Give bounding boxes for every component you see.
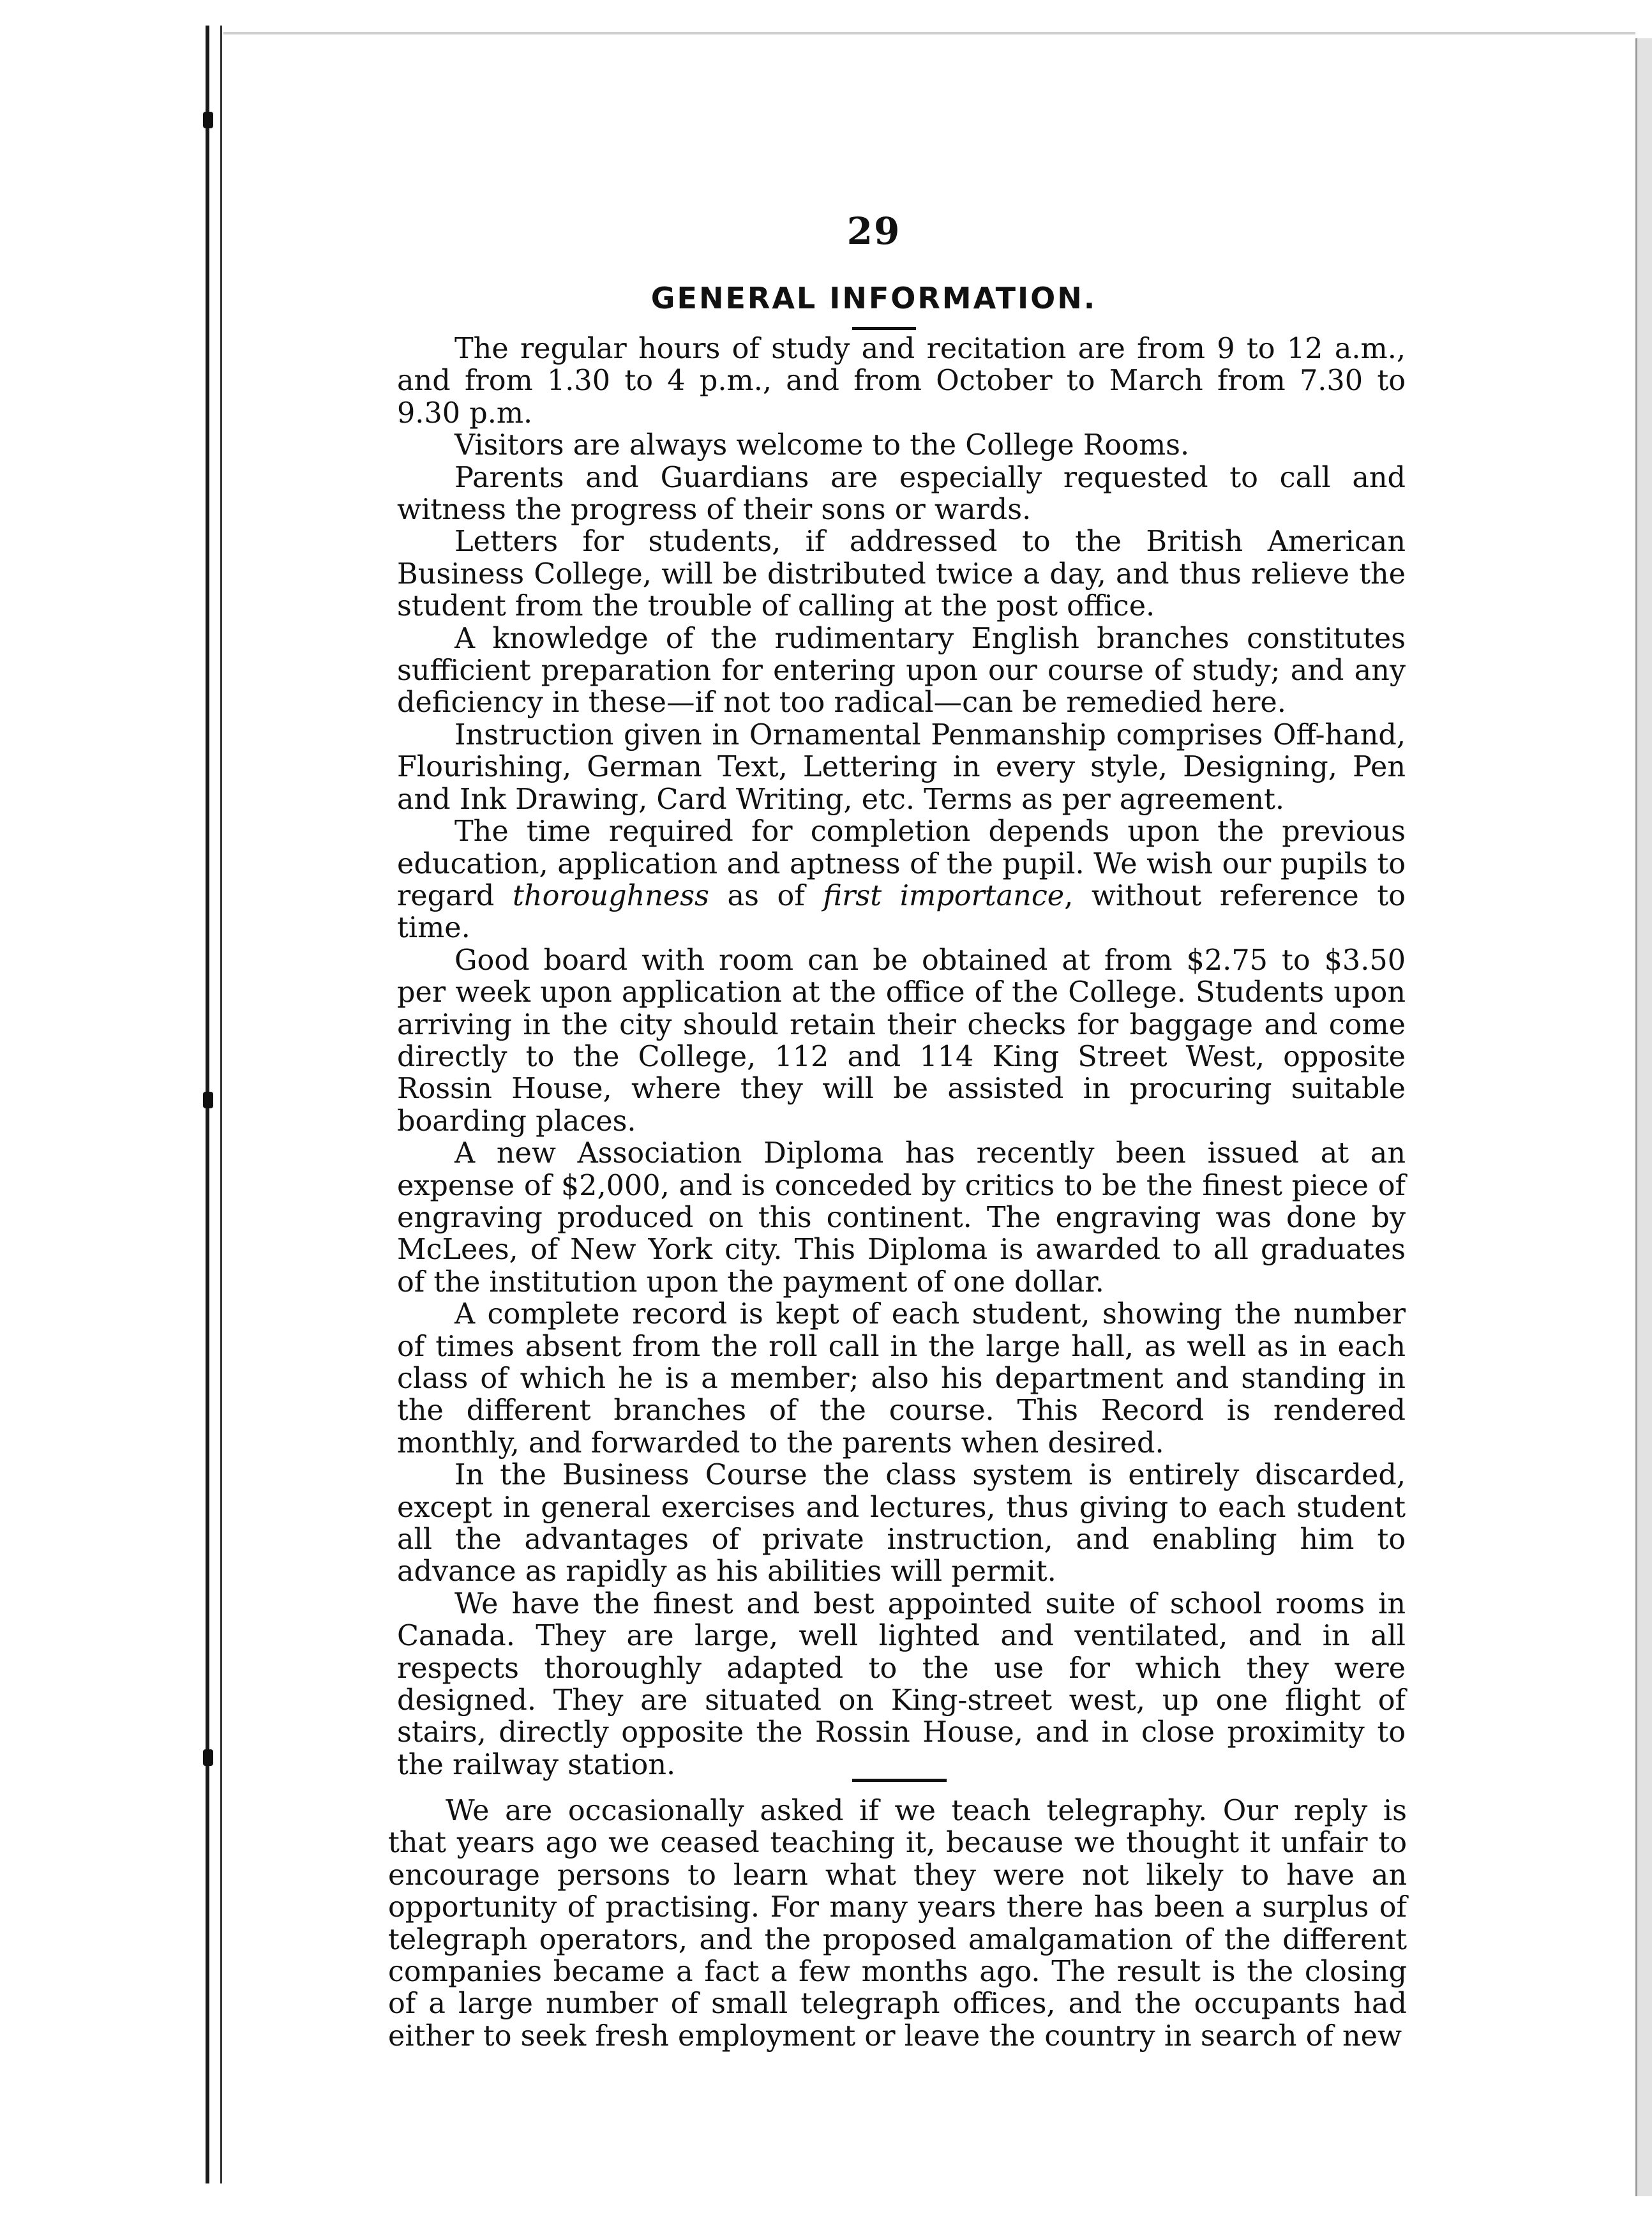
paragraph-penmanship: Instruction given in Ornamental Penmanship comprises Off-hand, Flourishing, German Text, Lettering in every style, Designing, Pen and Ink Drawing, Card Writing, etc. Terms as per agreement. bbox=[397, 718, 1406, 816]
paragraph-parents: Parents and Guardians are especially requested to call and witness the progress of their sons or wards. bbox=[397, 461, 1406, 527]
page-title: GENERAL INFORMATION. bbox=[650, 281, 1097, 315]
paragraph-business-course: In the Business Course the class system is entirely discarded, except in general exercises and lectures, thus giving to each student all the advantages of private instruction, and enabling him to advance as rapidly as his abilities will permit. bbox=[397, 1459, 1406, 1588]
page-top-edge bbox=[223, 32, 1635, 34]
section-rule bbox=[852, 1779, 947, 1782]
paragraph-knowledge: A knowledge of the rudimentary English branches constitutes sufficient preparation for entering upon our course of study; and any deficiency in these—if not too radical—can be remedied here. bbox=[397, 622, 1406, 720]
telegraphy-text bbox=[388, 1795, 1407, 2053]
paragraph-visitors: Visitors are always welcome to the College Rooms. bbox=[454, 429, 1190, 462]
paragraph-time-required bbox=[397, 816, 1406, 945]
italic-text: first importance bbox=[823, 879, 1065, 912]
binding-notch bbox=[203, 1092, 213, 1108]
paragraph-text: , without reference to time. bbox=[397, 879, 1406, 945]
binding-notch bbox=[203, 112, 213, 128]
heading-rule bbox=[852, 327, 916, 330]
binding-line-inner bbox=[220, 26, 222, 2183]
facing-page-edge bbox=[0, 0, 217, 2232]
page-number: 29 bbox=[846, 209, 901, 253]
paragraph-hours: The regular hours of study and recitation are from 9 to 12 a.m., and from 1.30 to 4 p.m., and from October to March from 7.30 to 9.30 p.m. bbox=[397, 333, 1406, 430]
paragraph-diploma: A new Association Diploma has recently been issued at an expense of $2,000, and is conceded by critics to be the finest piece of engraving produced on this continent. The engraving was done by McLees, of New York city. This Diploma is awarded to all graduates of the institution upon the payment of one dollar. bbox=[397, 1137, 1406, 1299]
paragraph-text: The time required for completion depends upon the previous education, application and aptness of the pupil. We wish our pupils to regard bbox=[397, 815, 1406, 912]
paragraph-telegraphy: We are occasionally asked if we teach telegraphy. Our reply is that years ago we ceased teaching it, because we thought it unfair to encourage persons to learn what they were not likely to have an opportunity of practising. For many years there has been a surplus of telegraph operators, and the proposed amalgamation of the different companies became a fact a few months ago. The result is the closing of a large number of small telegraph offices, and the occupants had either to seek fresh employment or leave the country in search of new bbox=[388, 1795, 1407, 2053]
paragraph-text: as of bbox=[709, 879, 823, 912]
paragraph-school-rooms: We have the finest and best appointed suite of school rooms in Canada. They are large, well lighted and ventilated, and in all respects thoroughly adapted to the use for which they were designed. They are situated on King-street west, up one flight of stairs, directly opposite the Rossin House, and in close proximity to the railway station. bbox=[397, 1587, 1406, 1781]
page-right-edge bbox=[1635, 38, 1652, 2196]
paragraph-record: A complete record is kept of each student, showing the number of times absent from the roll call in the large hall, as well as in each class of which he is a member; also his department and standing in the different branches of the course. This Record is rendered monthly, and forwarded to the parents when desired. bbox=[397, 1298, 1406, 1459]
paragraph-letters: Letters for students, if addressed to the British American Business College, will be distributed twice a day, and thus relieve the student from the trouble of calling at the post office. bbox=[397, 525, 1406, 623]
main-text bbox=[397, 333, 1406, 1781]
binding-notch bbox=[203, 1749, 213, 1766]
paragraph-board: Good board with room can be obtained at from $2.75 to $3.50 per week upon application at the office of the College. Students upon arriving in the city should retain their checks for baggage and come directly to the College, 112 and 114 King Street West, opposite Rossin House, where they will be assisted in procuring suitable boarding places. bbox=[397, 944, 1406, 1138]
italic-text: thoroughness bbox=[513, 879, 709, 912]
